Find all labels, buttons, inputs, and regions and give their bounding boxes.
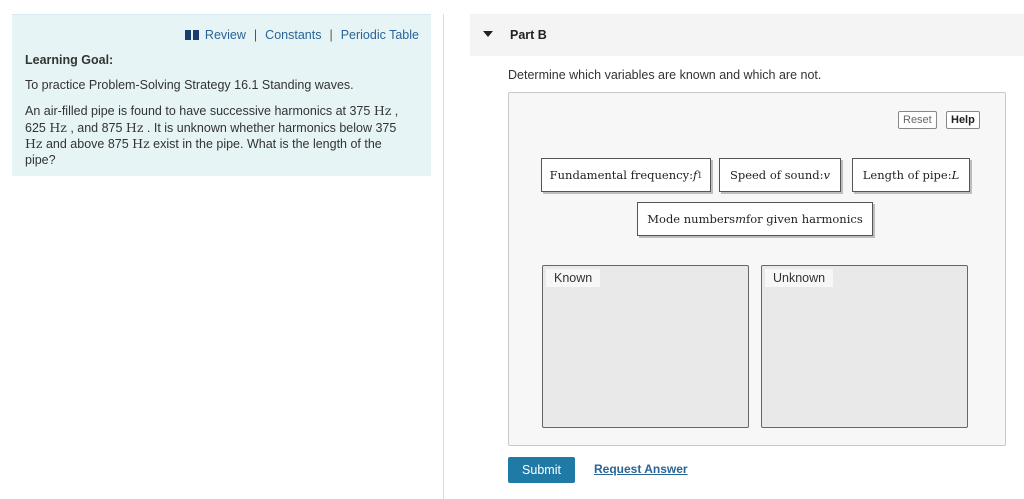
panel-divider [443,14,444,499]
help-button[interactable]: Help [946,111,980,129]
known-bin-label: Known [546,269,600,287]
part-title: Part B [510,28,547,42]
tile-fundamental-frequency[interactable]: Fundamental frequency: f 1 [541,158,711,192]
caret-down-icon[interactable] [483,31,493,37]
link-separator: | [253,28,258,42]
known-bin[interactable] [542,265,749,428]
instruction-text: Determine which variables are known and which are not. [508,68,822,82]
problem-statement: An air-filled pipe is found to have successive harmonics at 375 Hz , 625 Hz , and 875 Hz . It is unknown whether harmonics below 375 Hz and above 875 Hz exist in the pipe. What is the length of the pipe? [25,103,399,167]
unknown-bin[interactable] [761,265,968,428]
periodic-table-link[interactable]: Periodic Table [340,28,419,42]
unknown-bin-label: Unknown [765,269,833,287]
resource-links [185,28,419,42]
drag-drop-area [508,92,1006,446]
constants-link[interactable]: Constants [265,28,322,42]
learning-goal-panel [12,14,431,176]
part-header[interactable] [470,14,1024,56]
submit-button[interactable]: Submit [508,457,575,483]
link-separator: | [329,28,333,42]
tile-mode-numbers[interactable]: Mode numbers m for given harmonics [637,202,873,236]
tile-length-of-pipe[interactable]: Length of pipe: L [852,158,970,192]
learning-goal-title: Learning Goal: [25,53,114,67]
request-answer-link[interactable]: Request Answer [594,462,688,476]
learning-goal-text: To practice Problem-Solving Strategy 16.1 Standing waves. [25,78,354,92]
book-icon [185,30,199,40]
tile-speed-of-sound[interactable]: Speed of sound: v [719,158,841,192]
reset-button[interactable]: Reset [898,111,937,129]
review-link[interactable]: Review [204,28,246,42]
